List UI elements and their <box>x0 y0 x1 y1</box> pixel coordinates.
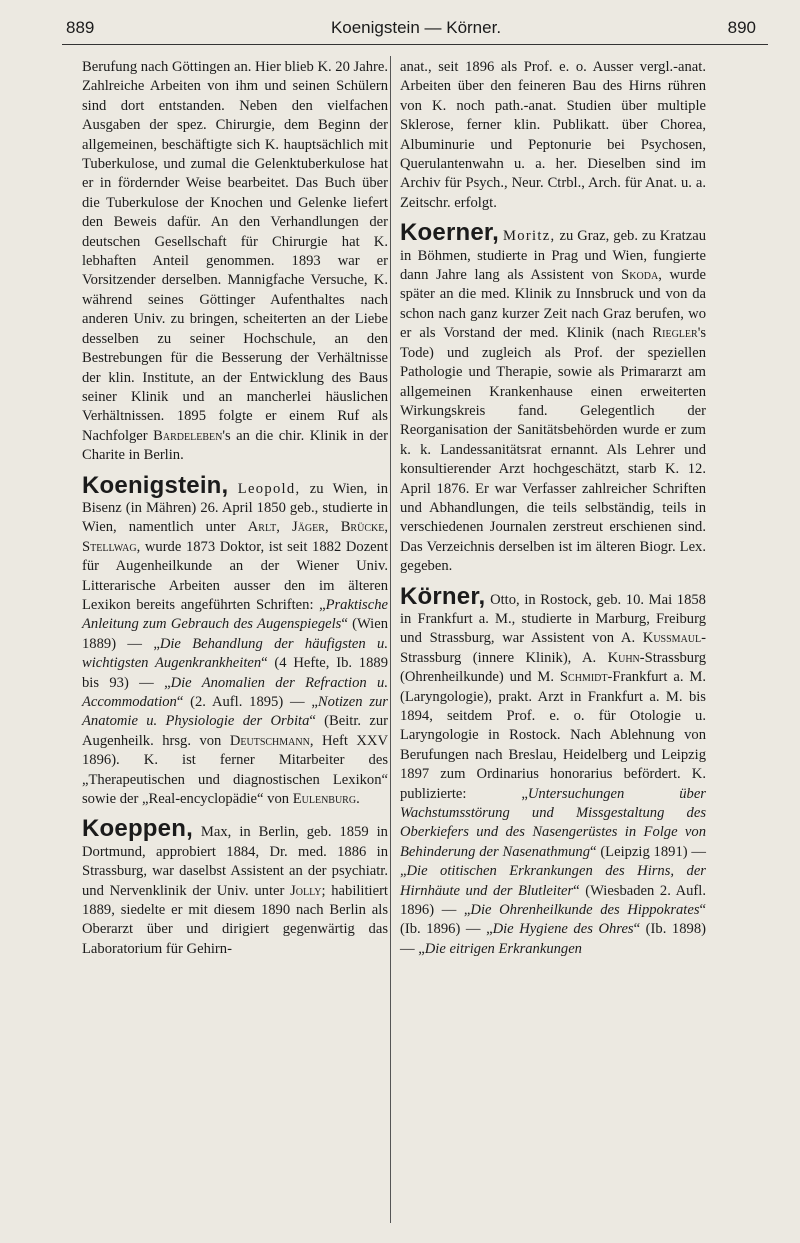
first-name: Moritz, <box>503 228 556 245</box>
headword: Koeppen, <box>82 815 193 843</box>
continuation-paragraph: Berufung nach Göttingen an. Hier blieb K. 20 Jahre. Zahlreiche Arbeiten von ihm und seinen Schülern sind dort entstanden. Neben den vielfachen Ausgaben der spez. Chirurgie, dem Beginn der allgemeinen, beschäftigte sich K. hauptsächlich mit Tuberkulose, und zumal die Gelenktuberkulose hat er in fördernder Weise bearbeitet. Das Buch über die Tuberkulose der Knochen und Gelenke liefert den Beweis dafür. An den Verhandlungen der deutschen Gesellschaft für Chirurgie hat K. lebhaften Anteil genommen. 1893 war er Vorsitzender derselben. Mannigfache Versuche, K. während seines Göttinger Aufenthaltes nach anderen Univ. zu bringen, scheiterten an der Liebe desselben zu seiner Hochschule, an den Bestrebungen für die Besserung der Verhältnisse der klin. Institute, an der Entwicklung des Baus seiner Klinik und an mancherlei häuslichen Verhältnissen. 1895 folgte er einem Ruf als Nachfolger Bardeleben's an die chir. Klinik in der Charite in Berlin. <box>82 59 388 464</box>
headword: Koerner, <box>400 219 499 247</box>
entry-koerner-otto: Körner, Otto, in Rostock, geb. 10. Mai 1858 in Frankfurt a. M., studierte in Marburg, Freiburg und Strassburg, war Assistent von A. Kussmaul- Strassburg (innere Klinik), A. Kuhn-Strassburg (Ohrenheilkunde) und M. Schmidt-Frankfurt a. M. (Laryngologie), prakt. Arzt in Frankfurt a. M. bis 1894, seitdem Prof. e. o. für Otologie u. Laryngologie in Rostock. Nach Ablehnung von Berufungen nach Breslau, Heidelberg und Leipzig 1897 zum Ordinarius honorarius befördert. K. publizierte: „Untersuchungen über Wachstumsstörung und Missgestaltung des Oberkiefers und des Nasengerüstes in Folge von Behinderung der Nasenathmung“ (Leipzig 1891) — „Die otitischen Erkrankungen des Hirns, der Hirnhäute und der Blutleiter“ (Wiesbaden 2. Aufl. 1896) — „Die Ohrenheilkunde des Hippokrates“ (Ib. 1896) — „Die Hygiene des Ohres“ (Ib. 1898) — „Die eitrigen Erkrankungen <box>400 582 707 957</box>
running-title: Koenigstein — Körner. <box>330 18 502 37</box>
column-divider <box>390 56 391 1223</box>
running-header <box>62 0 770 50</box>
page-number-left: 889 <box>66 18 95 37</box>
headword: Körner, <box>400 582 486 610</box>
first-name: Leopold, <box>237 480 301 497</box>
right-column <box>400 58 706 959</box>
page-number-right: 890 <box>727 18 756 37</box>
entry-koerner-moritz: Koerner, Moritz, zu Graz, geb. zu Kratzau in Böhmen, studierte in Prag und Wien, fungierte dann Jahre lang als Assistent von Skoda, wurde später an die med. Klinik zu Innsbruck und von da schon nach ganz kurzer Zeit nach Graz berufen, wo er als Vorstand der med. Klinik (nach Riegler's Tode) und zugleich als Prof. der speziellen Pathologie und Therapie, sowie als Primararzt am allgemeinen Krankenhause einen erweiterten Wirkungskreis fand. Gelegentlich der Reorganisation der Sanitätsbehörden wurde er zum k. k. Landessanitätsrat ernannt. Als Lehrer und konsultierender Arzt hochgeschätzt, starb K. 12. April 1876. Er war Verfasser zahlreicher Schriften und Abhandlungen, die teils selbständig, teils in verschiedenen Journalen zerstreut erschienen sind. Das Verzeichnis derselben ist im älteren Biogr. Lex. gegeben. <box>400 219 706 575</box>
header-rule <box>62 44 768 45</box>
continuation-paragraph: anat., seit 1896 als Prof. e. o. Ausser vergl.-anat. Arbeiten über den feineren Bau des Hirns rühren von K. noch path.-anat. Studien über multiple Sklerose, ferner klin. Publikatt. über Chorea, Albuminurie und Peptonurie bei Psychosen, Querulantenwahn u. a. her. Dieselben sind im Archiv für Psych., Neur. Ctrbl., Arch. für Anat. u. a. Zeitschr. erfolgt. <box>400 59 706 211</box>
first-name: Max, <box>200 824 232 841</box>
entry-koeppen: Koeppen, Max, in Berlin, geb. 1859 in Dortmund, approbiert 1884, Dr. med. 1886 in Strassburg, war daselbst Assistent an der psychiatr. und Nervenklinik der Univ. unter Jolly; habilitiert 1889, siedelte er mit diesem 1890 nach Berlin als Oberarzt über und dirigiert gegenwärtig das Laboratorium für Gehirn- <box>82 815 388 957</box>
headword: Koenigstein, <box>82 471 229 499</box>
left-column <box>82 58 388 959</box>
entry-koenigstein: Koenigstein, Leopold, zu Wien, in Bisenz (in Mähren) 26. April 1850 geb., studierte in Wien, namentlich unter Arlt, Jäger, Brücke, Stellwag, wurde 1873 Doktor, ist seit 1882 Dozent für Augenheilkunde an der Wiener Univ. Litterarische Arbeiten ausser den im älteren Lexikon bereits angeführten Schriften: „Praktische Anleitung zum Gebrauch des Augenspiegels“ (Wien 1889) — „Die Behandlung der häufigsten u. wichtigsten Augenkrankheiten“ (4 Hefte, Ib. 1889 bis 93) — „Die Anomalien der Refraction u. Accommodation“ (2. Aufl. 1895) — „Notizen zur Anatomie u. Physiologie der Orbita“ (Beitr. zur Augenheilk. hrsg. von Deutschmann, Heft XXV 1896). K. ist ferner Mitarbeiter des „Therapeutischen und diagnostischen Lexikon“ sowie der „Real-encyclopädie“ von Eulenburg. <box>82 471 388 808</box>
first-name: Otto, <box>490 591 520 608</box>
